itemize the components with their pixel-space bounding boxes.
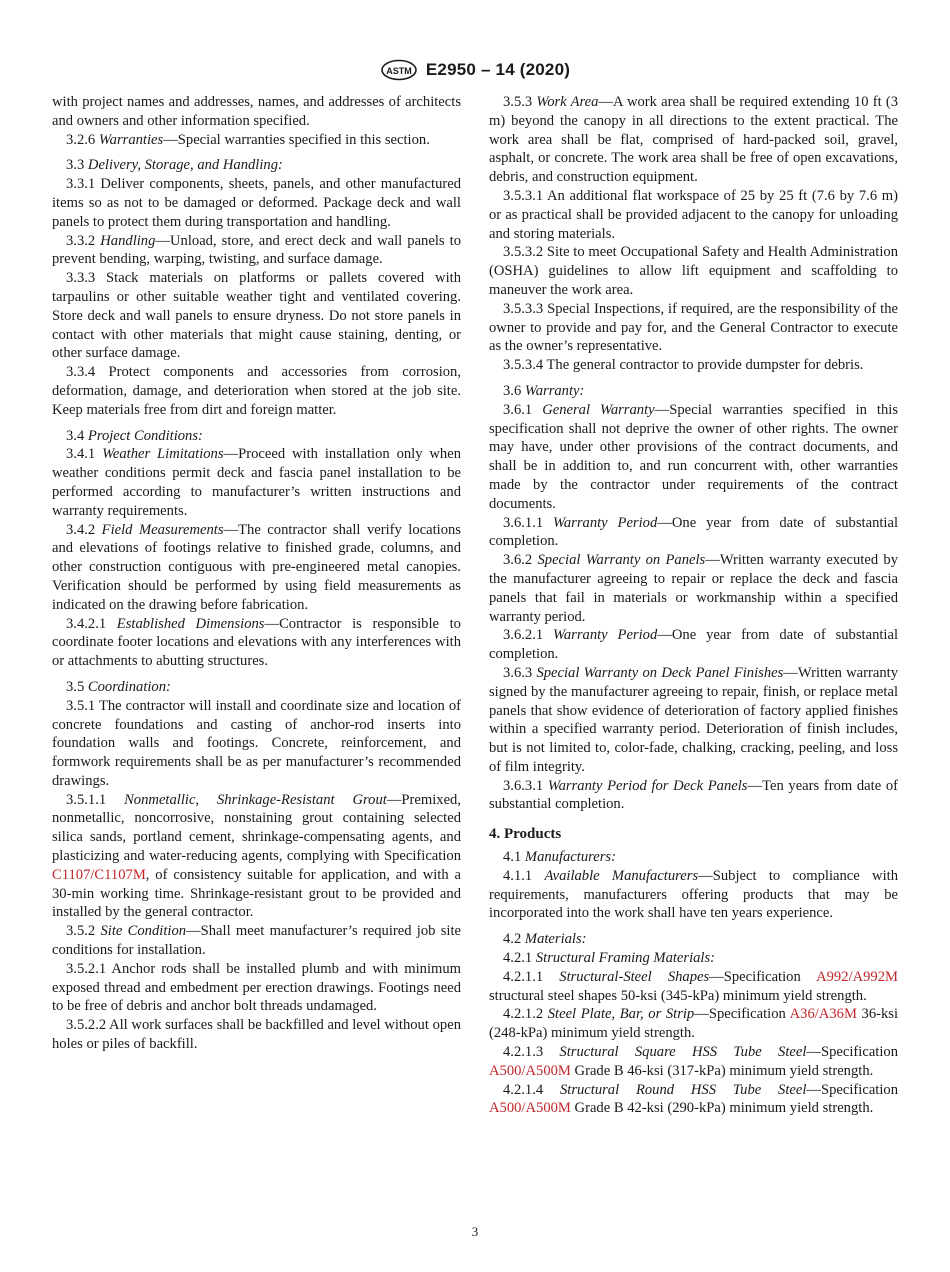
- paragraph-3-5-3-3: 3.5.3.3 Special Inspections, if required, are the responsibility of the owner to provide and pay for, and the General Contractor to execute as the owner’s representative.: [489, 300, 898, 355]
- paragraph-3-6-1-1: 3.6.1.1 Warranty Period—One year from date of substantial completion.: [489, 514, 899, 550]
- paragraph-3-3-2: 3.3.2 Handling—Unload, store, and erect deck and wall panels to prevent bending, warping, twisting, and surface damage.: [52, 232, 461, 268]
- paragraph-3-4-2-1: 3.4.2.1 Established Dimensions—Contractor is responsible to coordinate footer locations and elevations with any interferences with or attachments to abutting structures.: [52, 615, 461, 670]
- paragraph-3-3-1: 3.3.1 Deliver components, sheets, panels, and other manufactured items so as not to be damaged or deformed. Package deck and wall panels to protect them during transportation and handling.: [52, 176, 461, 230]
- paragraph-4-1-1: 4.1.1 Available Manufacturers—Subject to compliance with requirements, manufacturers offering products that may be incorporated into the work shall have ten years experience.: [489, 867, 898, 922]
- paragraph-3-5-3-4: 3.5.3.4 The general contractor to provide dumpster for debris.: [503, 357, 864, 374]
- paragraph-3-5-2-2: 3.5.2.2 All work surfaces shall be backfilled and level without open holes or piles of backfill.: [52, 1017, 461, 1053]
- paragraph-3-4-1: 3.4.1 Weather Limitations—Proceed with installation only when weather conditions permit deck and fascia panel installation to be performed according to manufacturer’s written instructions and warranty requirements.: [52, 446, 461, 519]
- heading-4-2: 4.2 Materials:: [503, 931, 587, 948]
- paragraph-3-4-2: 3.4.2 Field Measurements—The contractor shall verify locations and elevations of footings relative to finished grade, columns, and other construction contiguous with pre-engineered metal canopies. Verification should be performed by using field measurements as indicated on the drawing before fabrication.: [52, 521, 461, 613]
- paragraph-3-6-2: 3.6.2 Special Warranty on Panels—Written warranty executed by the manufacturer agreeing to repair or replace the deck and fascia panels that fail in materials or workmanship within a specified warranty period.: [489, 552, 899, 625]
- reference-link[interactable]: C1107/C1107M: [52, 866, 146, 883]
- paragraph-3-5-2: 3.5.2 Site Condition—Shall meet manufacturer’s required job site conditions for installation.: [52, 923, 462, 959]
- paragraph-3-6-3: 3.6.3 Special Warranty on Deck Panel Finishes—Written warranty signed by the manufacturer agreeing to repair, finish, or replace metal panels that show evidence of deterioration of factory applied finishes within a specified warranty period. Deterioration of finish includes, but is not limited to, color-fade, chalking, cracking, peeling, and loss of film integrity.: [489, 664, 898, 775]
- heading-3-6: 3.6 Warranty:: [503, 382, 585, 399]
- paragraph-3-3-4: 3.3.4 Protect components and accessories from corrosion, deformation, damage, and deterioration when stored at the job site. Keep materials free from dirt and foreign matter.: [52, 364, 461, 418]
- paragraph-3-6-2-1: 3.6.2.1 Warranty Period—One year from date of substantial completion.: [489, 627, 899, 663]
- heading-3-4: 3.4 Project Conditions:: [66, 427, 203, 444]
- paragraph-3-2-6: 3.2.6 Warranties—Special warranties specified in this section.: [66, 131, 430, 148]
- paragraph-3-5-3: 3.5.3 Work Area—A work area shall be required extending 10 ft (3 m) beyond the canopy in all directions to the extent practical. The work area shall be flat, comprised of hard-packed soil, gravel, asphalt, or concrete. The work area shall be free of open excavations, debris, and construction equipment.: [489, 94, 898, 186]
- reference-link[interactable]: A992/A992M: [816, 968, 898, 985]
- page-number: 3: [471, 1224, 479, 1239]
- reference-link[interactable]: A500/A500M: [489, 1062, 571, 1079]
- paragraph-3-5-1-1: 3.5.1.1 Nonmetallic, Shrinkage-Resistant Grout—Premixed, nonmetallic, noncorrosive, nonstaining grout containing selected silica sands, portland cement, shrinkage-compensating agents, and plasticizing and water-reducing agents, complying with Specification C1107/C1107M, of consistency suitable for application, and with a 30-min working time. Shrinkage-resistant grout to be provided and installed by the general contractor.: [52, 791, 461, 921]
- paragraph-4-2-1-1: 4.2.1.1 Structural-Steel Shapes—Specification A992/A992M structural steel shapes 50-ksi (345-kPa) minimum yield strength.: [489, 968, 898, 1004]
- reference-link[interactable]: A36/A36M: [789, 1006, 857, 1023]
- paragraph-4-2-1-4: 4.2.1.4 Structural Round HSS Tube Steel—Specification A500/A500M Grade B 42-ksi (290-kPa) minimum yield strength.: [489, 1081, 898, 1117]
- reference-link[interactable]: A500/A500M: [489, 1100, 571, 1117]
- paragraph-3-3-3: 3.3.3 Stack materials on platforms or pallets covered with tarpaulins or other suitable weather tight and ventilated covering. Store deck and wall panels to ensure dryness. Do not store panels in contact with other materials that might cause staining, denting, or other surface damage.: [52, 270, 461, 362]
- left-column: [52, 93, 461, 1054]
- right-column: [489, 93, 898, 1118]
- heading-3-3: 3.3 Delivery, Storage, and Handling:: [66, 157, 283, 174]
- paragraph-4-2-1-3: 4.2.1.3 Structural Square HSS Tube Steel—Specification A500/A500M Grade B 46-ksi (317-kPa) minimum yield strength.: [489, 1044, 898, 1079]
- paragraph: with project names and addresses, names, and addresses of architects and owners and other information specified.: [52, 94, 461, 129]
- astm-logo-icon: [380, 59, 418, 81]
- document-id: E2950 – 14 (2020): [425, 60, 571, 79]
- paragraph-3-5-1: 3.5.1 The contractor will install and coordinate size and location of concrete foundations and casting of anchor-rod inserts into foundation walls and footings. Concrete, reinforcement, and formwork requirements shall be as per manufacturer’s recommended drawings.: [52, 697, 461, 789]
- paragraph-3-6-3-1: 3.6.3.1 Warranty Period for Deck Panels—Ten years from date of substantial completion.: [489, 777, 898, 813]
- paragraph-3-5-3-2: 3.5.3.2 Site to meet Occupational Safety and Health Administration (OSHA) guidelines to allow lift equipment and scaffolding to maneuver the work area.: [489, 244, 898, 298]
- heading-4-1: 4.1 Manufacturers:: [503, 849, 616, 866]
- paragraph-3-5-3-1: 3.5.3.1 An additional flat workspace of 25 by 25 ft (7.6 by 7.6 m) or as practical shall be provided adjacent to the canopy for unloading and storing materials.: [489, 187, 898, 242]
- section-title-products: 4. Products: [489, 826, 562, 843]
- paragraph-3-5-2-1: 3.5.2.1 Anchor rods shall be installed plumb and with minimum exposed thread and embedment per erection drawings. Footings need to be free of debris and anchor bolt threads undamaged.: [52, 960, 461, 1015]
- logo-text: ASTM: [386, 66, 412, 76]
- paragraph-4-2-1-2: 4.2.1.2 Steel Plate, Bar, or Strip—Specification A36/A36M 36-ksi (248-kPa) minimum yield strength.: [489, 1006, 899, 1042]
- paragraph-3-6-1: 3.6.1 General Warranty—Special warranties specified in this specification shall not deprive the owner of other rights. The owner may have, under other provisions of the contract documents, and shall be in addition to, and run concurrent with, other warranties made by the contractor under requirements of the contract documents.: [489, 401, 899, 512]
- paragraph-4-2-1: 4.2.1 Structural Framing Materials:: [503, 950, 716, 967]
- heading-3-5: 3.5 Coordination:: [66, 678, 171, 695]
- page-header: [0, 57, 950, 83]
